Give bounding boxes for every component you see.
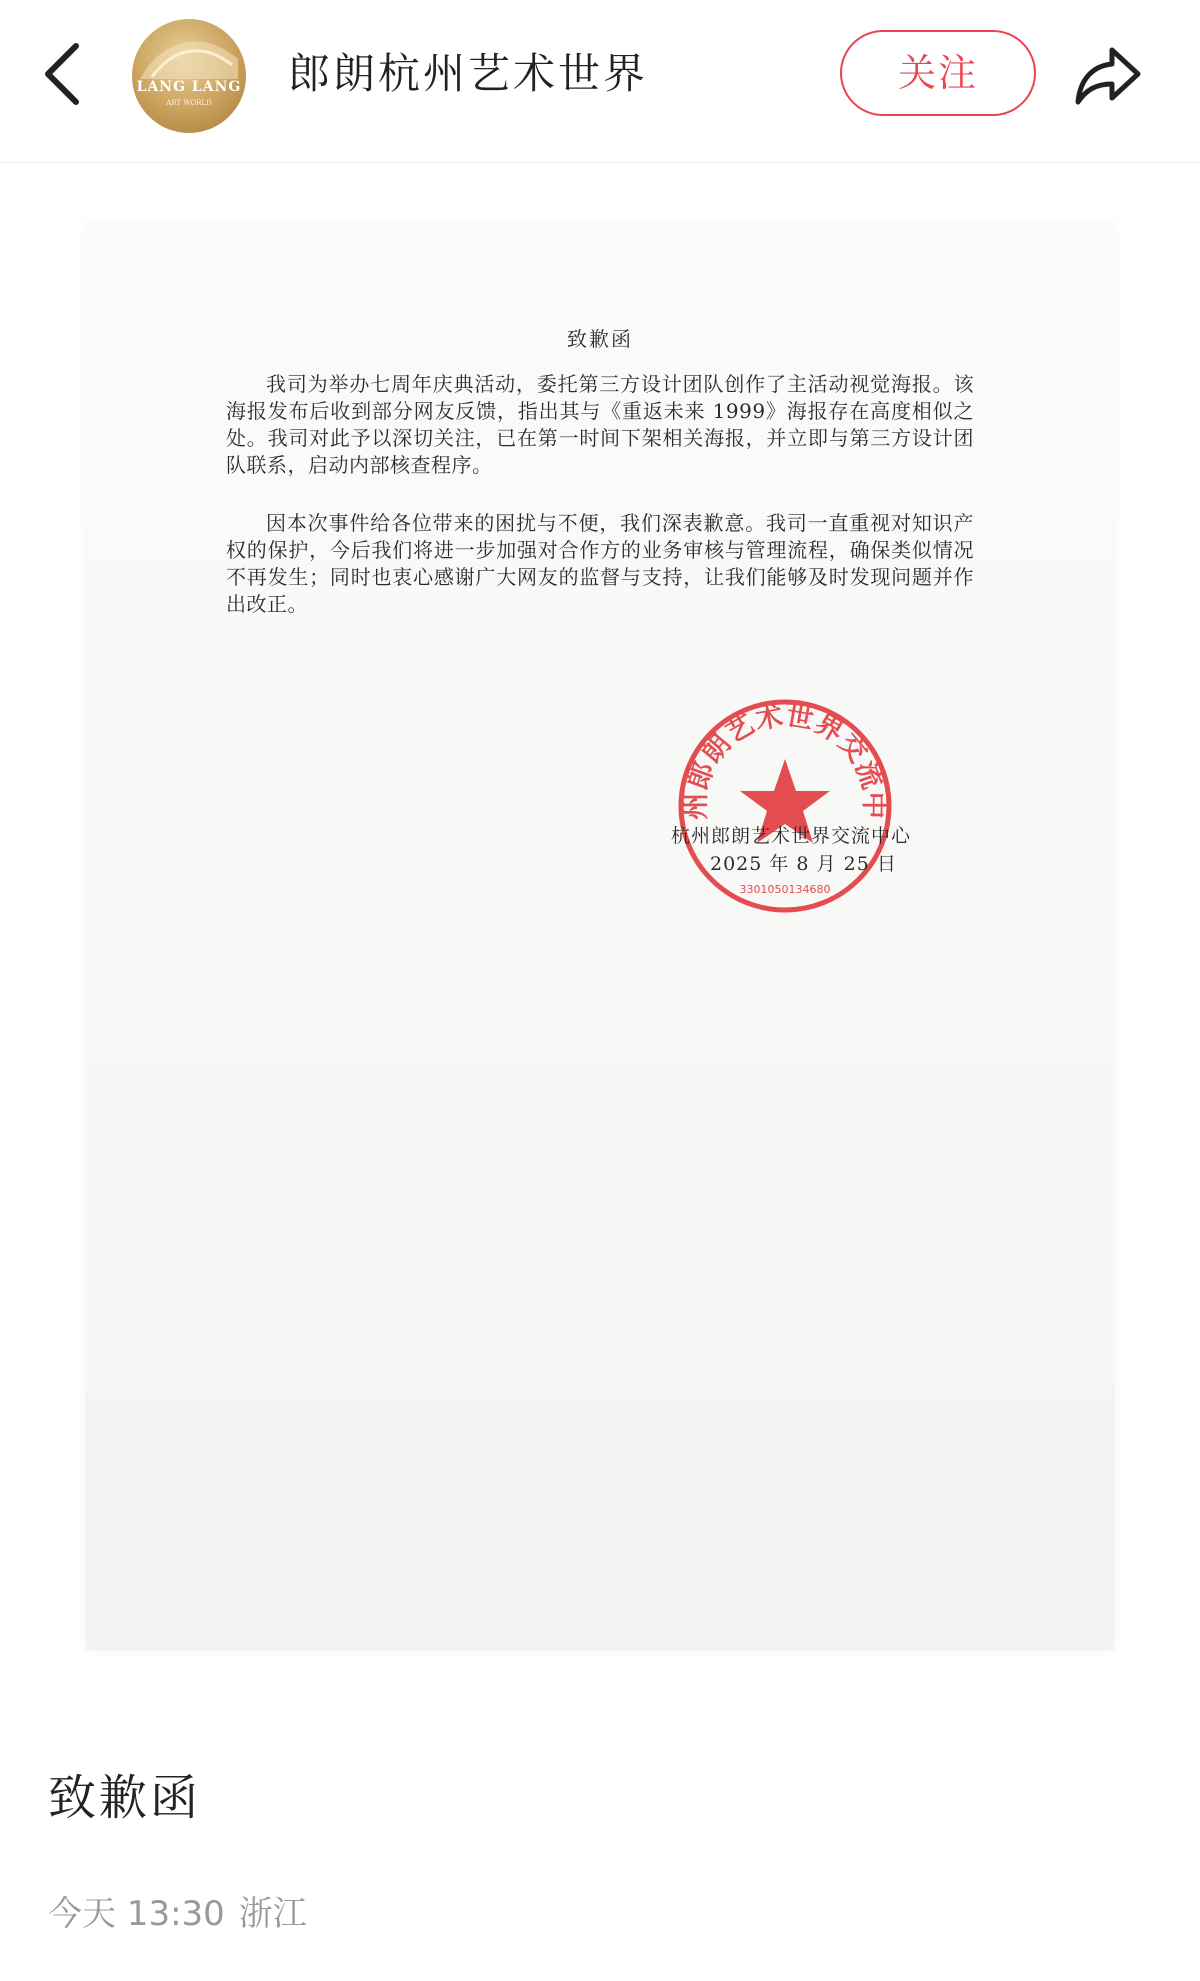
svg-text:LANG LANG: LANG LANG [136, 79, 242, 95]
share-button[interactable] [1070, 36, 1146, 112]
avatar[interactable] [132, 19, 246, 133]
chevron-left-icon [36, 36, 96, 112]
post-location: 浙江 [238, 1894, 307, 1934]
document-signer: 杭州郎朗艺术世界交流中心 [671, 825, 912, 847]
document-paragraph-2: 因本次事件给各位带来的困扰与不便，我们深表歉意。我司一直重视对知识产权的保护，今后我们将进一步加强对合作方的业务审核与管理流程，确保类似情况不再发生；同时也衷心感谢广大网友的监督与支持，让我们能够及时发现问题并作出改正。 [226, 511, 974, 616]
document-paragraph-1: 我司为举办七周年庆典活动，委托第三方设计团队创作了主活动视觉海报。该海报发布后收到部分网友反馈，指出其与《重返未来 1999》海报存在高度相似之处。我司对此予以深切关注，已在第一时间下架相关海报，并立即与第三方设计团队联系，启动内部核查程序。 [226, 372, 974, 477]
document-image[interactable] [86, 225, 1114, 1650]
post-time: 今天 13:30 [48, 1894, 225, 1934]
document-title: 致歉函 [567, 327, 633, 351]
svg-text:ART WORLD: ART WORLD [166, 99, 212, 107]
account-name[interactable]: 郎朗杭州艺术世界 [288, 49, 649, 98]
top-bar [0, 0, 1200, 163]
follow-button[interactable]: 关注 [840, 30, 1036, 116]
post-meta [48, 1892, 321, 1936]
svg-text:杭州郎朗艺术世界交流中心: 州郎朗艺术世界交流中 [680, 700, 890, 820]
document-date: 2025 年 8 月 25 日 [710, 853, 897, 875]
share-icon [1070, 36, 1146, 112]
company-seal [676, 697, 894, 915]
back-button[interactable] [36, 36, 96, 112]
logo-image [132, 19, 246, 133]
post-title: 致歉函 [48, 1770, 202, 1826]
svg-text:3301050134680: 3301050134680 [739, 883, 831, 896]
